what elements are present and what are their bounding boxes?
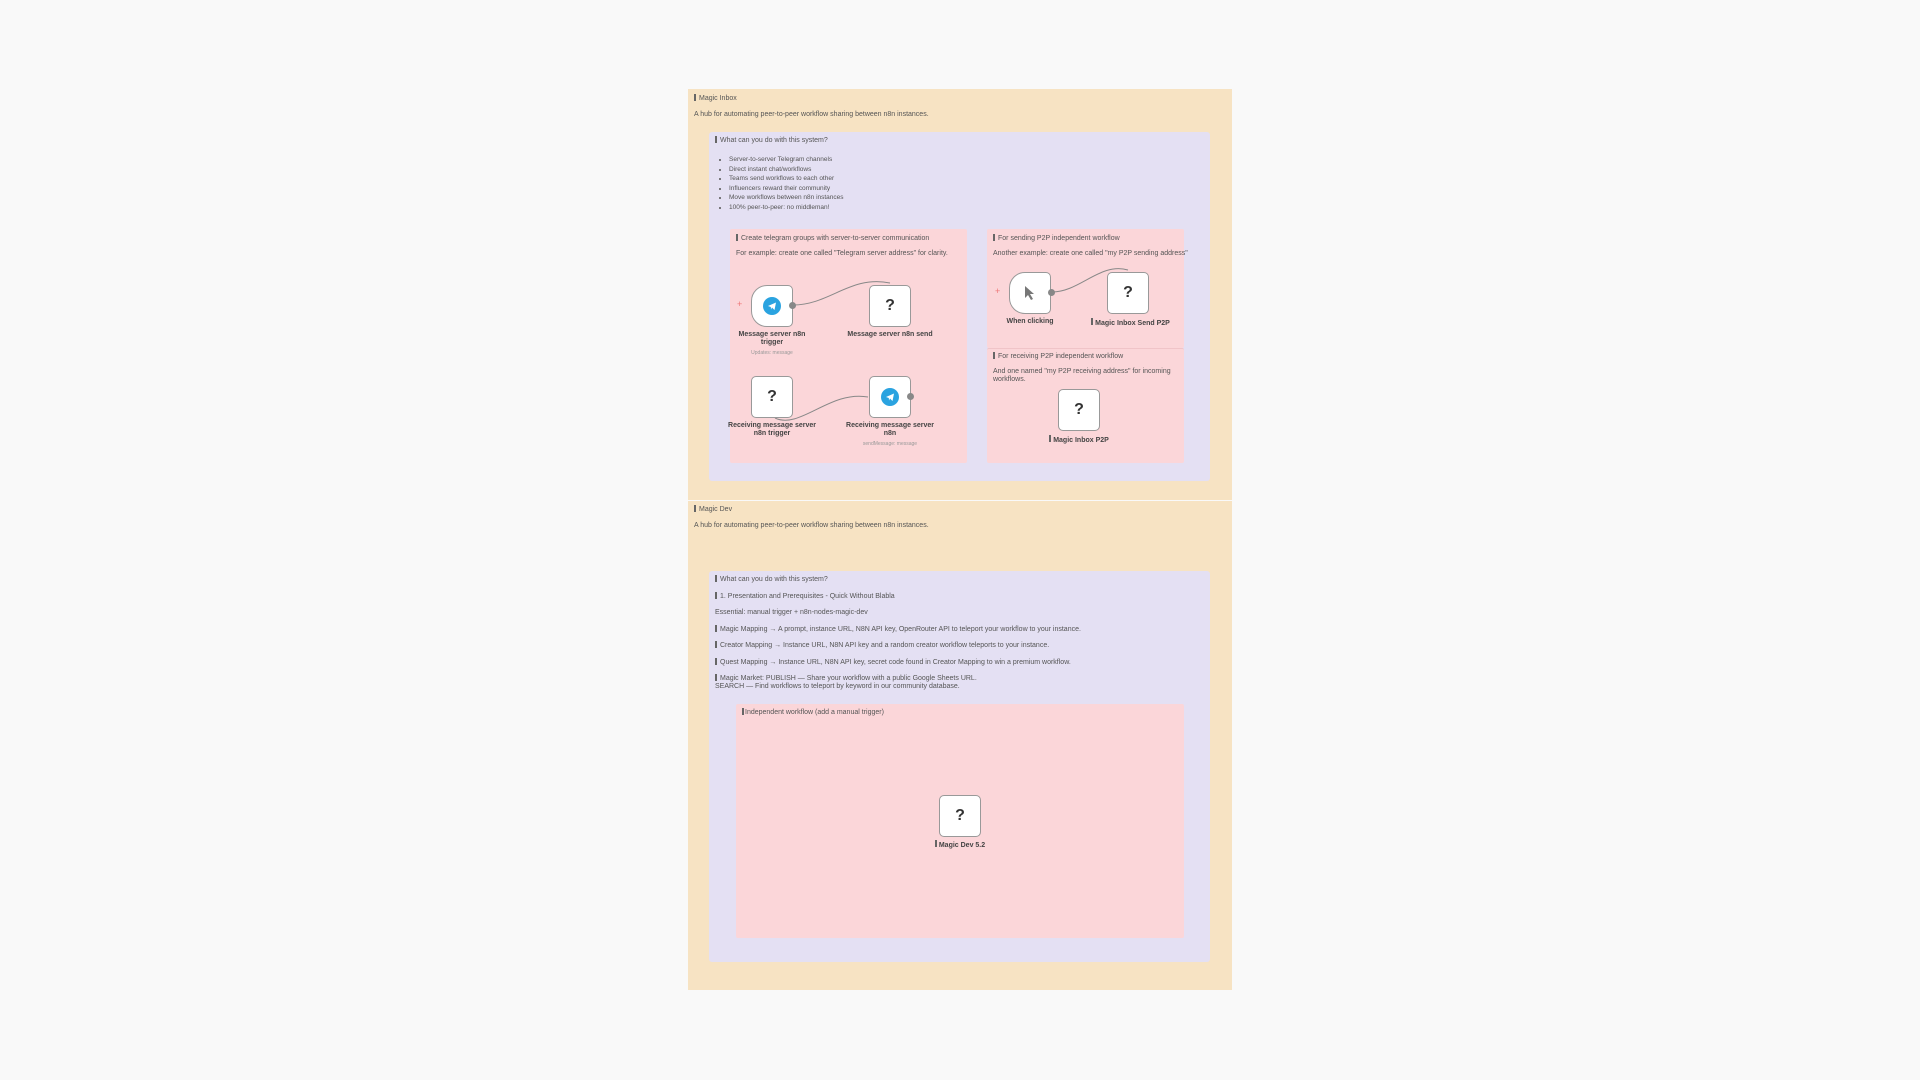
inbox-what-title: What can you do with this system?	[715, 136, 828, 144]
node-label: Receiving message server n8n	[846, 422, 934, 437]
dev-line: Magic Mapping → A prompt, instance URL, N8N API key, OpenRouter API to teleport your workflow to your instance.	[715, 625, 1081, 633]
add-trigger-icon[interactable]: +	[737, 299, 743, 309]
dev-line: Essential: manual trigger + n8n-nodes-magic-dev	[715, 609, 868, 616]
telegram-icon	[763, 297, 781, 315]
node-label: Message server n8n trigger	[738, 331, 806, 346]
receiving-title: For receiving P2P independent workflow	[993, 352, 1123, 360]
output-handle[interactable]	[789, 302, 796, 309]
node-label: Magic Inbox P2P	[1034, 435, 1124, 445]
node-label: Receiving message server n8n trigger	[728, 422, 816, 437]
telegram-group-title: Create telegram groups with server-to-server communication	[736, 234, 929, 242]
question-icon: ?	[955, 807, 965, 824]
feature-item: • Influencers reward their community	[729, 184, 844, 194]
cursor-icon	[1023, 285, 1037, 301]
sending-note: Another example: create one called "my P2P sending address"	[993, 250, 1188, 257]
receiving-note: And one named "my P2P receiving address" for incoming workflows.	[993, 368, 1171, 383]
dev-line: 1. Presentation and Prerequisites - Quick Without Blabla	[715, 592, 895, 600]
inbox-description: A hub for automating peer-to-peer workflow sharing between n8n instances.	[694, 111, 929, 118]
node-label: Message server n8n send	[847, 331, 933, 338]
dev-description: A hub for automating peer-to-peer workflow sharing between n8n instances.	[694, 522, 929, 529]
output-handle[interactable]	[1048, 289, 1055, 296]
node-magic-dev[interactable]	[939, 795, 981, 837]
node-message-trigger[interactable]	[751, 285, 793, 327]
output-handle[interactable]	[907, 393, 914, 400]
dev-line: Creator Mapping → Instance URL, N8N API key and a random creator workflow teleports to your instance.	[715, 641, 1049, 649]
feature-item: • Direct instant chat/workflows	[729, 165, 844, 175]
node-label: Magic Inbox Send P2P	[1083, 318, 1178, 328]
question-icon: ?	[1123, 284, 1133, 301]
feature-item: • Server-to-server Telegram channels	[729, 155, 844, 165]
telegram-group-note: For example: create one called "Telegram server address" for clarity.	[736, 250, 948, 257]
dev-title: Magic Dev	[694, 505, 732, 513]
feature-list	[717, 155, 844, 212]
feature-item: • 100% peer-to-peer: no middleman!	[729, 203, 844, 213]
telegram-icon	[881, 388, 899, 406]
independent-title: Independent workflow (add a manual trigger)	[742, 708, 884, 716]
feature-item: • Teams send workflows to each other	[729, 174, 844, 184]
dev-line: SEARCH — Find workflows to teleport by keyword in our community database.	[715, 683, 960, 690]
node-message-send[interactable]	[869, 285, 911, 327]
node-magic-inbox-p2p[interactable]	[1058, 389, 1100, 431]
node-label: Magic Dev 5.2	[915, 840, 1005, 850]
add-trigger-icon[interactable]: +	[995, 286, 1001, 296]
node-subtitle: Updates: message	[751, 350, 793, 356]
node-magic-inbox-send-p2p[interactable]	[1107, 272, 1149, 314]
node-receiving-trigger[interactable]	[751, 376, 793, 418]
dev-line: Magic Market: PUBLISH — Share your workflow with a public Google Sheets URL.	[715, 674, 977, 682]
question-icon: ?	[1074, 401, 1084, 418]
dev-what-title: What can you do with this system?	[715, 575, 828, 583]
sending-title: For sending P2P independent workflow	[993, 234, 1120, 242]
node-label: When clicking	[1006, 318, 1054, 325]
inbox-title: Magic Inbox	[694, 94, 737, 102]
dev-line: Quest Mapping → Instance URL, N8N API key, secret code found in Creator Mapping to win a premium workflow.	[715, 658, 1071, 666]
feature-item: • Move workflows between n8n instances	[729, 193, 844, 203]
node-receiving-message[interactable]	[869, 376, 911, 418]
node-subtitle: sendMessage: message	[862, 441, 918, 447]
node-when-clicking[interactable]	[1009, 272, 1051, 314]
question-icon: ?	[767, 388, 777, 405]
question-icon: ?	[885, 297, 895, 314]
